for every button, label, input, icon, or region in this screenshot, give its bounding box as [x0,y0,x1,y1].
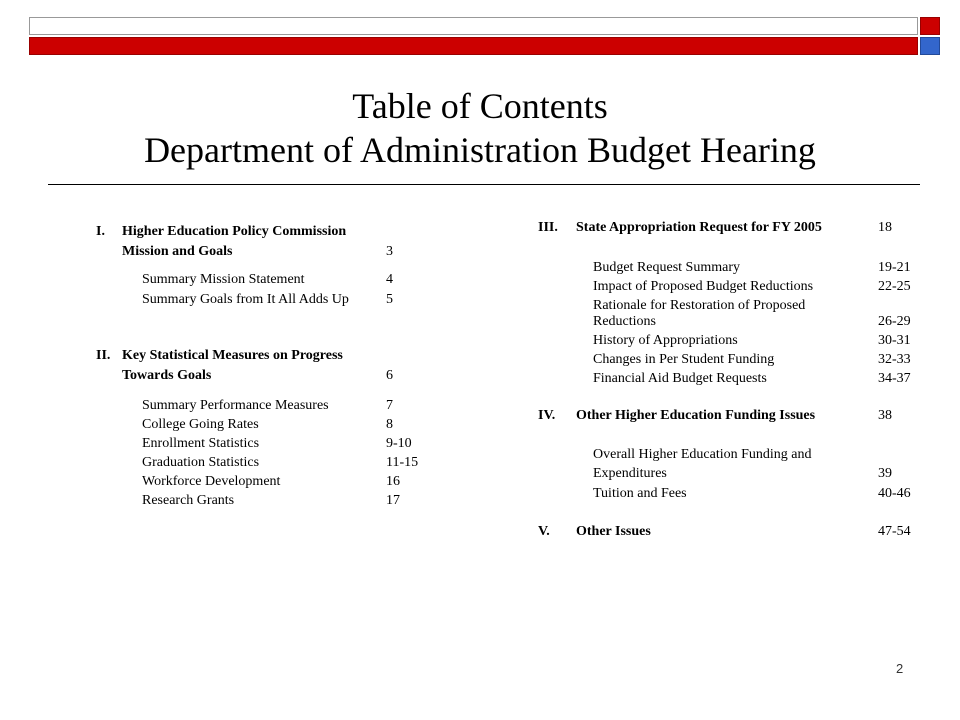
toc-item-label: History of Appropriations [593,333,738,348]
toc-item-page: 39 [878,466,892,481]
toc-item-page: 16 [386,474,400,489]
toc-item-page: 7 [386,398,393,413]
toc-item-label: Tuition and Fees [593,486,687,501]
section-number: III. [538,220,558,235]
toc-item-label: Changes in Per Student Funding [593,352,775,367]
toc-item-page: 17 [386,493,400,508]
section-title: Key Statistical Measures on Progress [122,348,343,363]
slide-number: 2 [896,661,904,676]
toc-item-label: Summary Mission Statement [142,272,305,287]
section-title: Towards Goals [122,368,212,383]
section-number: V. [538,524,550,539]
toc-item-page: 19-21 [878,260,911,275]
toc-item-label: Reductions [593,314,656,329]
toc-item-label: Financial Aid Budget Requests [593,371,767,386]
toc-item-page: 32-33 [878,352,911,367]
section-title: State Appropriation Request for FY 2005 [576,220,822,235]
toc-item-page: 40-46 [878,486,911,501]
toc-item-page: 22-25 [878,279,911,294]
toc-item-page: 30-31 [878,333,911,348]
toc-item-page: 34-37 [878,371,911,386]
toc-item-label: Rationale for Restoration of Proposed [593,298,806,313]
banner-white-bar [29,17,918,35]
section-number: I. [96,224,105,239]
title-divider [48,184,920,185]
header-banner [0,0,960,60]
section-page: 6 [386,368,393,383]
toc-item-label: College Going Rates [142,417,259,432]
section-page: 18 [878,220,892,235]
toc-item-label: Budget Request Summary [593,260,740,275]
toc-item-label: Research Grants [142,493,235,508]
toc-item-label: Expenditures [593,466,667,481]
slide-title: Table of Contents [352,86,608,126]
banner-red-bar [29,37,918,55]
section-title: Other Issues [576,524,651,539]
toc-item-page: 5 [386,292,393,307]
toc-item-page: 9-10 [386,436,412,451]
toc-item-page: 8 [386,417,393,432]
toc-item-label: Summary Performance Measures [142,398,329,413]
banner-blue-square [920,37,940,55]
toc-item-page: 11-15 [386,455,419,470]
section-page: 38 [878,408,892,423]
section-title: Other Higher Education Funding Issues [576,408,816,423]
section-page: 47-54 [878,524,911,539]
section-number: II. [96,348,111,363]
section-title: Mission and Goals [122,244,233,259]
toc-item-label: Summary Goals from It All Adds Up [142,292,349,307]
toc-item-label: Overall Higher Education Funding and [593,447,812,462]
toc-item-label: Workforce Development [142,474,281,489]
toc-item-label: Enrollment Statistics [142,436,260,451]
toc-item-label: Graduation Statistics [142,455,260,470]
toc-item-label: Impact of Proposed Budget Reductions [593,279,814,294]
section-title: Higher Education Policy Commission [122,224,347,239]
banner-red-square [920,17,940,35]
toc-item-page: 26-29 [878,314,911,329]
section-page: 3 [386,244,393,259]
section-number: IV. [538,408,556,423]
toc-item-page: 4 [386,272,393,287]
slide-subtitle: Department of Administration Budget Hearing [144,130,816,170]
